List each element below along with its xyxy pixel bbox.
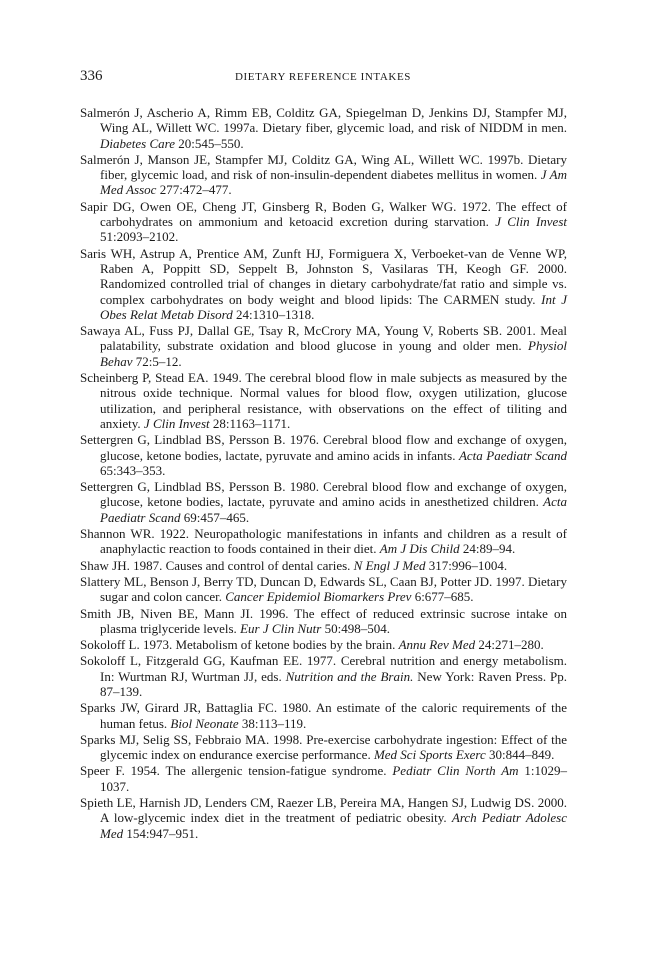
- reference-text: Saris WH, Astrup A, Prentice AM, Zunft HJ, Formiguera X, Verboeket-van de Venne WP, Raben A, Poppitt SD, Seppelt B, Johnston S, Vasilaras TH, Keogh GF. 2000. Randomized controlled trial of changes in dietary carbohydrate/fat ratio and simple vs. complex carbohydrates on body weight and blood lipids: The CARMEN study.: [80, 245, 567, 307]
- journal-name: Diabetes Care: [100, 135, 175, 151]
- journal-name: Physiol Behav: [100, 338, 567, 369]
- citation-details: 20:545–550.: [174, 135, 244, 151]
- journal-name: Biol Neonate: [170, 715, 239, 731]
- journal-name: Med Sci Sports Exerc: [373, 747, 486, 763]
- reference-entry: [80, 105, 567, 151]
- reference-entry: [80, 370, 567, 431]
- reference-text: Salmerón J, Manson JE, Stampfer MJ, Colditz GA, Wing AL, Willett WC. 1997b. Dietary fiber, glycemic load, and risk of non-insulin-dependent diabetes mellitus in women.: [80, 151, 567, 183]
- citation-details: 317:996–1004.: [425, 557, 508, 573]
- reference-entry: [80, 637, 567, 652]
- reference-text: Shaw JH. 1987. Causes and control of dental caries.: [80, 557, 354, 573]
- journal-name: J Clin Invest: [495, 214, 567, 230]
- reference-entry: [80, 574, 567, 605]
- reference-text: Shannon WR. 1922. Neuropathologic manifestations in infants and children as a result of anaphylactic reaction to foods contained in their diet.: [80, 526, 567, 557]
- reference-entry: [80, 152, 567, 198]
- reference-entry: [80, 700, 567, 731]
- reference-entry: [80, 479, 567, 525]
- reference-entry: [80, 432, 567, 478]
- reference-list: [80, 105, 567, 842]
- reference-entry: [80, 526, 567, 557]
- journal-name: Cancer Epidemiol Biomarkers Prev: [225, 589, 412, 605]
- page-header: [80, 68, 566, 86]
- reference-entry: [80, 606, 567, 637]
- reference-text: Sparks MJ, Selig SS, Febbraio MA. 1998. Pre-exercise carbohydrate ingestion: Effect of the glycemic index on endurance exercise performance.: [80, 731, 567, 763]
- citation-details: 28:1163–1171.: [209, 415, 291, 431]
- journal-name: Am J Dis Child: [379, 541, 460, 557]
- reference-text: Sawaya AL, Fuss PJ, Dallal GE, Tsay R, McCrory MA, Young V, Roberts SB. 2001. Meal palatability, substrate oxidation and blood glucose in young and older men.: [80, 323, 567, 354]
- journal-name: Pediatr Clin North Am: [392, 763, 519, 779]
- reference-entry: [80, 795, 567, 841]
- citation-details: 24:89–94.: [459, 541, 516, 557]
- reference-entry: [80, 323, 567, 369]
- reference-text: Speer F. 1954. The allergenic tension-fatigue syndrome.: [80, 763, 393, 779]
- running-head: DIETARY REFERENCE INTAKES: [235, 71, 411, 83]
- reference-text: Scheinberg P, Stead EA. 1949. The cerebral blood flow in male subjects as measured by the nitrous oxide technique. Normal values for blood flow, oxygen utilization, glucose utilization, and peripheral resistance, with observations on the effect of tiliting and anxiety.: [80, 370, 567, 431]
- reference-entry: [80, 732, 567, 763]
- citation-details: 24:1310–1318.: [232, 306, 315, 322]
- citation-details: 24:271–280.: [475, 637, 544, 653]
- reference-text: Sapir DG, Owen OE, Cheng JT, Ginsberg R, Boden G, Walker WG. 1972. The effect of carbohydrates on ammonium and ketoacid excretion during starvation.: [80, 198, 567, 230]
- page-number: 336: [80, 68, 103, 84]
- journal-name: Int J Obes Relat Metab Disord: [100, 291, 567, 322]
- citation-details: 51:2093–2102.: [100, 229, 179, 245]
- reference-entry: [80, 558, 567, 573]
- citation-details: 38:113–119.: [238, 715, 307, 731]
- reference-text: Settergren G, Lindblad BS, Persson B. 1980. Cerebral blood flow and exchange of oxygen, glucose, ketone bodies, lactate, pyruvate and amino acids in anesthetized children.: [80, 479, 567, 510]
- reference-text: Salmerón J, Ascherio A, Rimm EB, Colditz GA, Spiegelman D, Jenkins DJ, Stampfer MJ, Wing AL, Willett WC. 1997a. Dietary fiber, glycemic load, and risk of NIDDM in men.: [80, 105, 567, 136]
- citation-details: 6:677–685.: [411, 589, 474, 605]
- citation-details: 1:1029–1037.: [100, 763, 567, 794]
- reference-text: Spieth LE, Harnish JD, Lenders CM, Raezer LB, Pereira MA, Hangen SJ, Ludwig DS. 2000. A low-glycemic index diet in the treatment of pediatric obesity.: [80, 795, 567, 826]
- citation-details: New York: Raven Press. Pp. 87–139.: [100, 668, 567, 699]
- journal-name: Nutrition and the Brain.: [285, 668, 414, 684]
- reference-entry: [80, 199, 567, 245]
- reference-text: Sokoloff L, Fitzgerald GG, Kaufman EE. 1977. Cerebral nutrition and energy metabolism. In: Wurtman RJ, Wurtman JJ, eds.: [80, 653, 567, 684]
- reference-text: Sparks JW, Girard JR, Battaglia FC. 1980. An estimate of the caloric requirements of the human fetus.: [80, 700, 567, 731]
- journal-name: Eur J Clin Nutr: [240, 620, 322, 636]
- reference-entry: [80, 763, 567, 794]
- reference-text: Smith JB, Niven BE, Mann JI. 1996. The effect of reduced extrinsic sucrose intake on plasma triglyceride levels.: [80, 605, 567, 636]
- journal-name: J Clin Invest: [143, 415, 210, 431]
- reference-entry: [80, 653, 567, 699]
- citation-details: 30:844–849.: [485, 747, 555, 763]
- citation-details: 277:472–477.: [156, 182, 232, 198]
- reference-text: Settergren G, Lindblad BS, Persson B. 1976. Cerebral blood flow and exchange of oxygen, glucose, ketone bodies, lactate, pyruvate and amino acids in infants.: [80, 432, 567, 463]
- citation-details: 65:343–353.: [100, 462, 166, 478]
- citation-details: 154:947–951.: [123, 825, 199, 841]
- citation-details: 50:498–504.: [321, 620, 390, 636]
- reference-text: Sokoloff L. 1973. Metabolism of ketone bodies by the brain.: [80, 637, 399, 653]
- journal-name: N Engl J Med: [353, 557, 426, 573]
- reference-entry: [80, 246, 567, 322]
- journal-name: Acta Paediatr Scand: [458, 447, 567, 463]
- journal-name: Acta Paediatr Scand: [100, 494, 567, 525]
- journal-name: J Am Med Assoc: [100, 167, 568, 198]
- reference-text: Slattery ML, Benson J, Berry TD, Duncan D, Edwards SL, Caan BJ, Potter JD. 1997. Dietary sugar and colon cancer.: [80, 573, 567, 605]
- citation-details: 72:5–12.: [132, 353, 182, 369]
- journal-name: Arch Pediatr Adolesc Med: [100, 810, 567, 841]
- journal-name: Annu Rev Med: [398, 637, 476, 653]
- citation-details: 69:457–465.: [180, 509, 250, 525]
